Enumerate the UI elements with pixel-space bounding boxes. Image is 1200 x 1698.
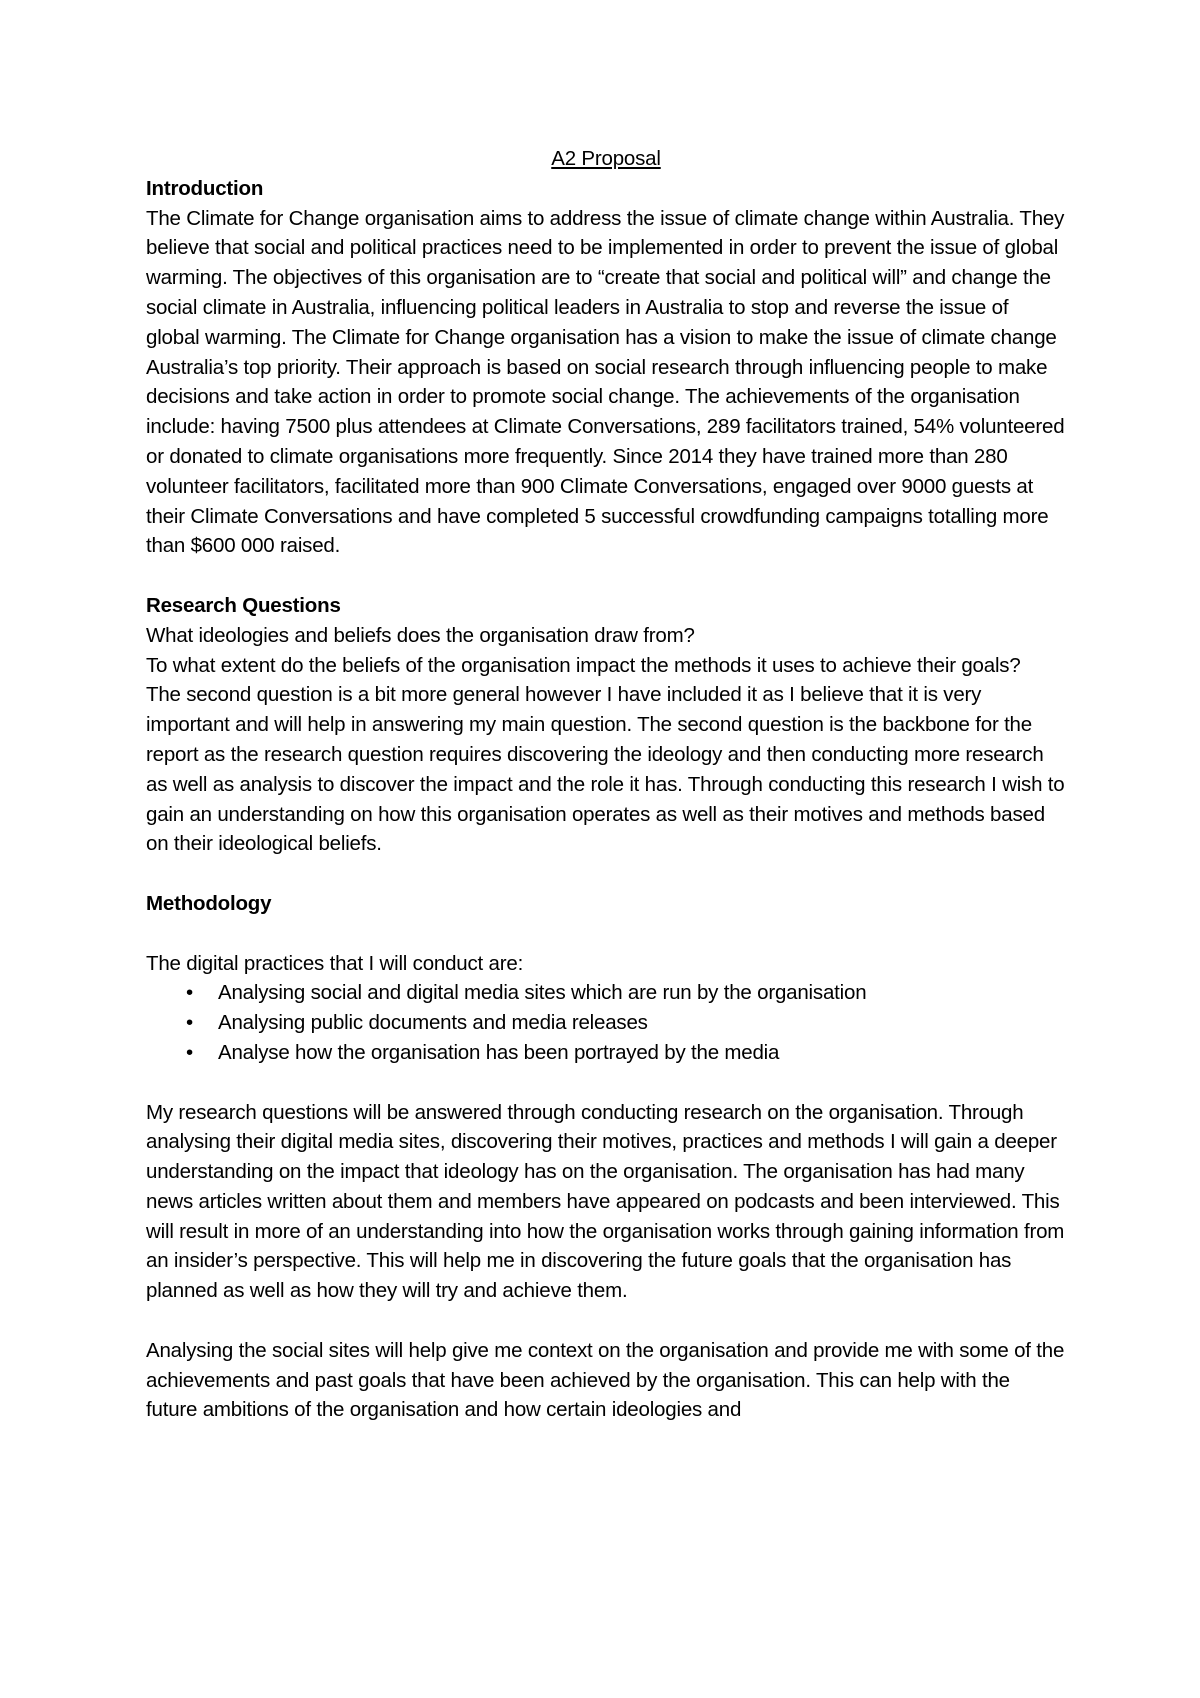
document-title: A2 Proposal xyxy=(551,147,661,170)
spacer xyxy=(146,1068,1066,1098)
document-page xyxy=(146,144,1066,1425)
introduction-paragraph: The Climate for Change organisation aims to address the issue of climate change within Australia. They believe that social and political practices need to be implemented in order to prevent the issue of global warming. The objectives of this organisation are to “create that social and political will” and change the social climate in Australia, influencing political leaders in Australia to stop and reverse the issue of global warming. The Climate for Change organisation has a vision to make the issue of climate change Australia’s top priority. Their approach is based on social research through influencing people to make decisions and take action in order to promote social change. The achievements of the organisation include: having 7500 plus attendees at Climate Conversations, 289 facilitators trained, 54% volunteered or donated to climate organisations more frequently. Since 2014 they have trained more than 280 volunteer facilitators, facilitated more than 900 Climate Conversations, engaged over 9000 guests at their Climate Conversations and have completed 5 successful crowdfunding campaigns totalling more than $600 000 raised. xyxy=(146,206,1065,558)
methodology-heading: Methodology xyxy=(146,891,272,915)
spacer xyxy=(146,561,1066,591)
list-item xyxy=(146,978,1066,1008)
spacer xyxy=(146,919,1066,949)
list-item-text: Analysing public documents and media releases xyxy=(218,1011,648,1035)
methodology-paragraph-2: Analysing the social sites will help give me context on the organisation and provide me with some of the achievements and past goals that have been achieved by the organisation. This can help with the future ambitions of the organisation and how certain ideologies and xyxy=(146,1338,1065,1422)
methodology-intro: The digital practices that I will conduct are: xyxy=(146,951,524,975)
spacer xyxy=(146,859,1066,889)
list-item-text: Analyse how the organisation has been portrayed by the media xyxy=(218,1040,780,1064)
research-questions-heading: Research Questions xyxy=(146,593,341,617)
bullet-icon: • xyxy=(186,1040,193,1064)
research-questions-paragraph: The second question is a bit more general however I have included it as I believe that it is very important and will help in answering my main question. The second question is the backbone for the report as the research question requires discovering the ideology and then conducting more research as well as analysis to discover the impact and the role it has. Through conducting this research I wish to gain an understanding on how this organisation operates as well as their motives and methods based on their ideological beliefs. xyxy=(146,683,1065,856)
introduction-heading: Introduction xyxy=(146,176,264,200)
bullet-icon: • xyxy=(186,981,193,1005)
list-item xyxy=(146,1038,1066,1068)
research-question-2: To what extent do the beliefs of the organisation impact the methods it uses to achieve their goals? xyxy=(146,653,1021,677)
list-item xyxy=(146,1008,1066,1038)
bullet-icon: • xyxy=(186,1011,193,1035)
research-question-1: What ideologies and beliefs does the organisation draw from? xyxy=(146,623,695,647)
spacer xyxy=(146,1306,1066,1336)
list-item-text: Analysing social and digital media sites which are run by the organisation xyxy=(218,981,867,1005)
digital-practices-list xyxy=(146,978,1066,1067)
methodology-paragraph-1: My research questions will be answered through conducting research on the organisation. Through analysing their digital media sites, discovering their motives, practices and methods I will gain a deeper understanding on the impact that ideology has on the organisation. The organisation has had many news articles written about them and members have appeared on podcasts and been interviewed. This will result in more of an understanding into how the organisation works through gaining information from an insider’s perspective. This will help me in discovering the future goals that the organisation has planned as well as how they will try and achieve them. xyxy=(146,1100,1065,1303)
